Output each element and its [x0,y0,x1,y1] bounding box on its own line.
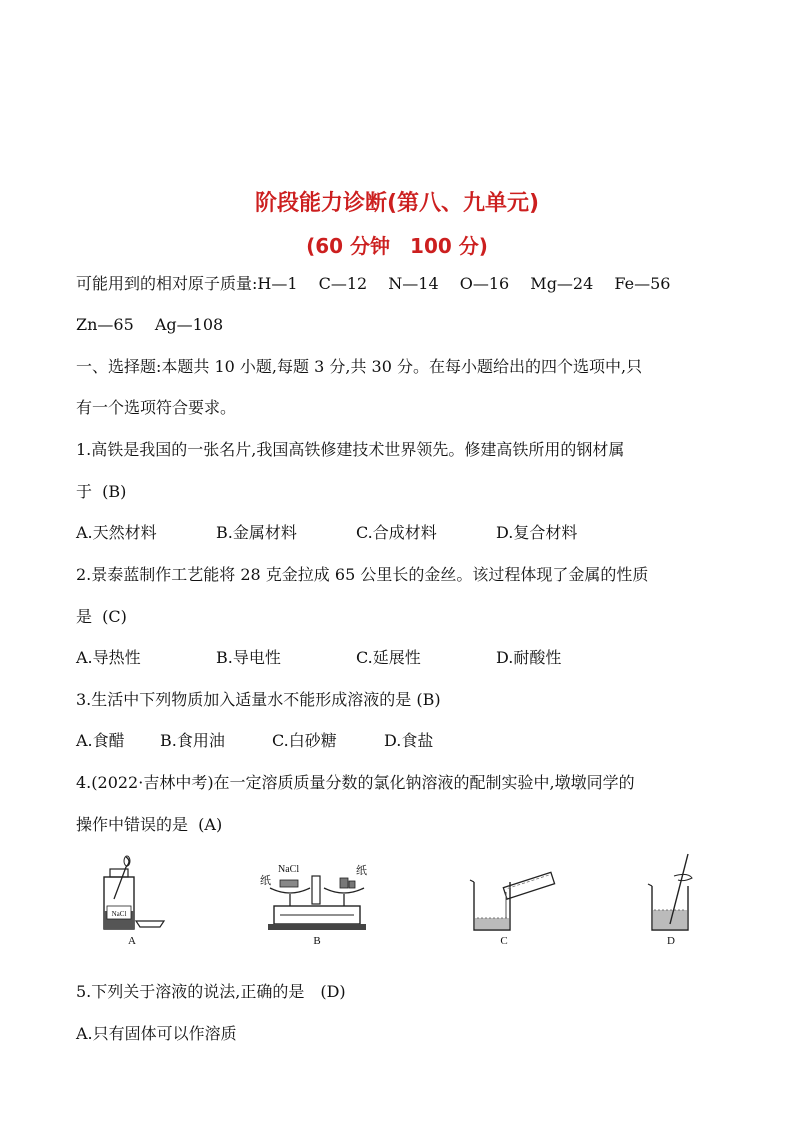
option-d: D.复合材料 [496,523,578,542]
figure-b-balance-illustration [250,858,382,936]
page-title: 阶段能力诊断(第八、九单元) [254,191,540,216]
figure-b-nacl: NaCl [278,864,300,875]
question-2-line-2: 是 (C) [76,607,127,626]
option-b: B.金属材料 [216,523,297,542]
question-4-line-2: 操作中错误的是 (A) [76,815,223,834]
question-2-line-1: 2.景泰蓝制作工艺能将 28 克金拉成 65 公里长的金丝。该过程体现了金属的性质 [76,565,649,584]
option-d: D.耐酸性 [496,648,562,667]
figure-label-a: A [128,935,136,947]
figure-b-left-paper: 纸 [260,875,271,887]
section-heading-line-1: 一、选择题:本题共 10 小题,每题 3 分,共 30 分。在每小题给出的四个选项中,只 [76,357,643,376]
option-c: C.白砂糖 [272,731,337,750]
question-5-option-a: A.只有固体可以作溶质 [76,1024,237,1043]
figure-b-right-paper: 纸 [356,865,367,877]
option-a: A.导热性 [76,648,141,667]
option-a: A.食醋 [76,731,125,750]
figure-a-bottle-illustration [96,855,168,935]
intro-line-2: Zn—65 Ag—108 [76,315,224,334]
figure-a-nacl-label: NaCl [111,910,127,918]
question-1-line-2: 于 (B) [76,482,127,501]
question-4-line-1: 4.(2022·吉林中考)在一定溶质质量分数的氯化钠溶液的配制实验中,墩墩同学的 [76,773,635,792]
figure-label-d: D [667,935,675,947]
option-c: C.延展性 [356,648,421,667]
page-subtitle: (60 分钟 100 分) [306,234,488,258]
figure-label-b: B [313,935,321,947]
section-heading-line-2: 有一个选项符合要求。 [76,398,237,417]
question-1-line-1: 1.高铁是我国的一张名片,我国高铁修建技术世界领先。修建高铁所用的钢材属 [76,440,625,459]
intro-line-1: 可能用到的相对原子质量:H—1 C—12 N—14 O—16 Mg—24 Fe—56 [76,274,671,293]
option-b: B.导电性 [216,648,281,667]
question-5-line-1: 5.下列关于溶液的说法,正确的是 (D) [76,982,346,1001]
figure-c-pouring-illustration [468,868,558,934]
question-3-line-1: 3.生活中下列物质加入适量水不能形成溶液的是 (B) [76,690,441,709]
option-b: B.食用油 [160,731,225,750]
option-a: A.天然材料 [76,523,157,542]
figure-label-c: C [500,935,508,947]
option-d: D.食盐 [384,731,434,750]
figure-d-stirring-illustration [644,852,700,934]
option-c: C.合成材料 [356,523,437,542]
